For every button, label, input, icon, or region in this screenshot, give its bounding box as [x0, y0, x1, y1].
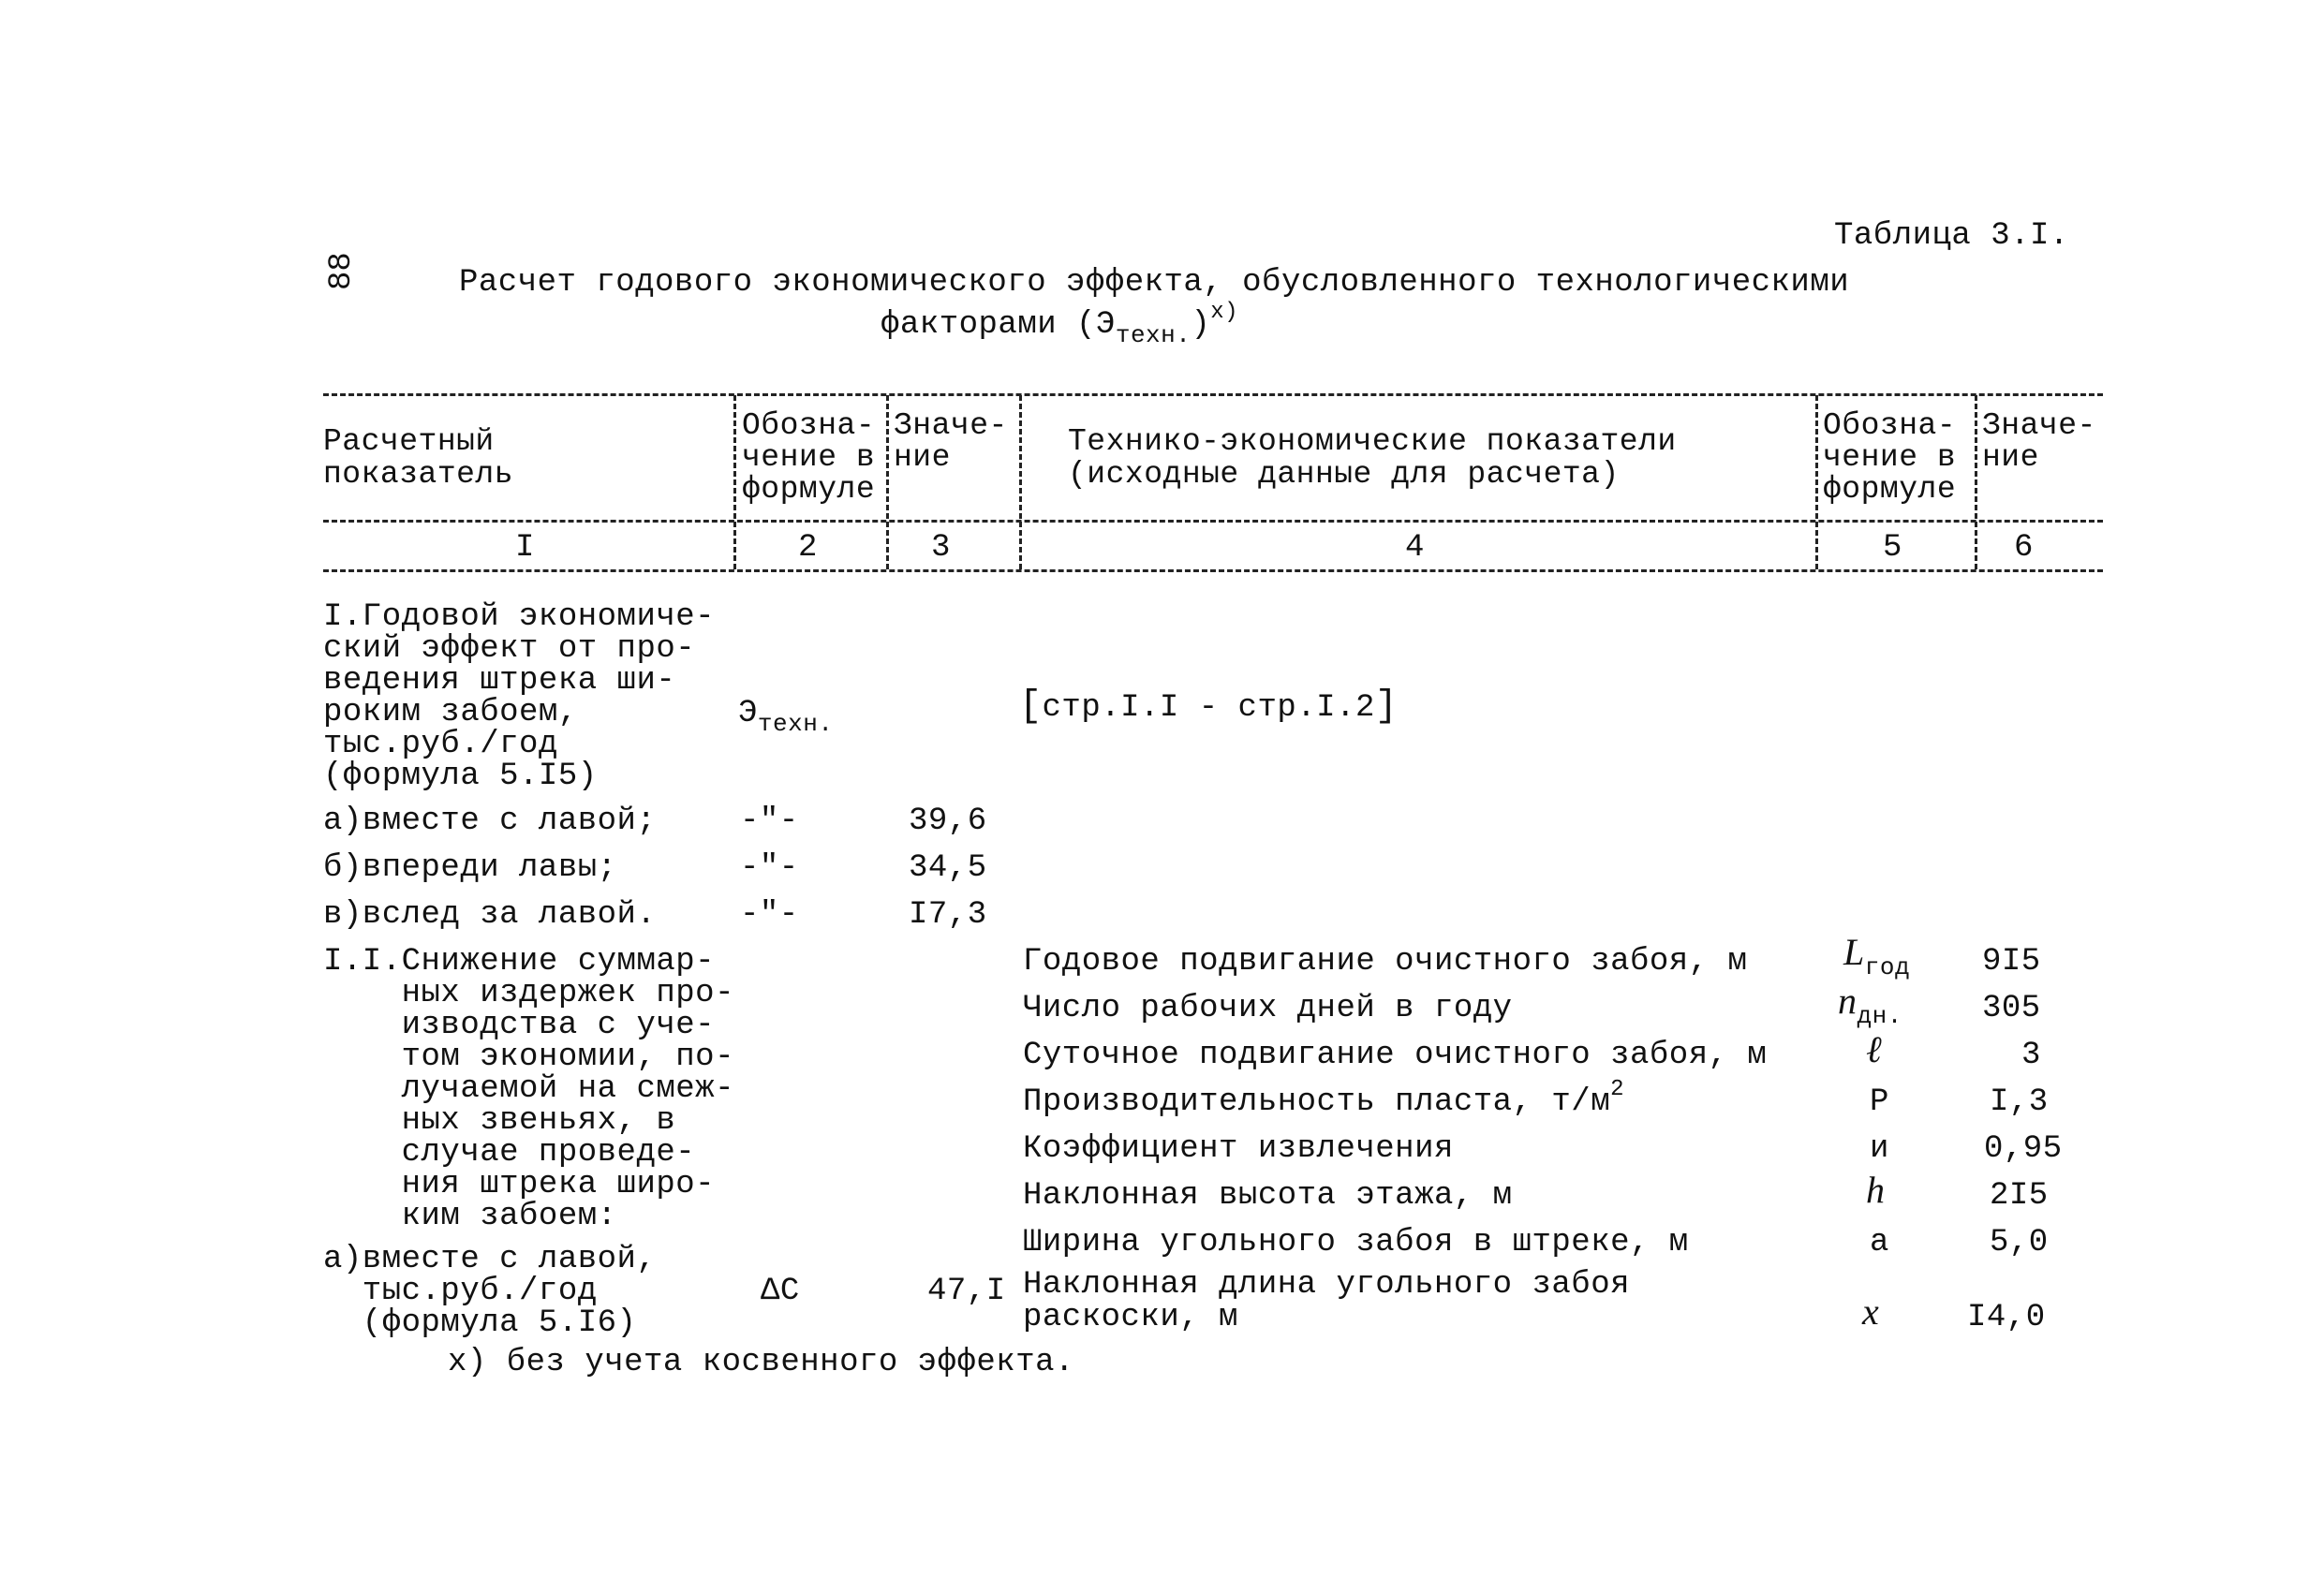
header-mid-rule: [323, 520, 2103, 523]
indicator-7-symbol: а: [1870, 1225, 1889, 1260]
col5-header-l3: формуле: [1823, 472, 1957, 507]
row1a-symbol: -"-: [740, 803, 799, 839]
indicator-3-value: 3: [2021, 1038, 2041, 1073]
row11-label-l4: том экономии, по-: [323, 1039, 734, 1075]
indicator-6-value: 2I5: [1990, 1178, 2049, 1214]
indicator-1-value: 9I5: [1982, 944, 2041, 980]
header-top-rule: [323, 393, 2103, 396]
row1-label-l1: I.Годовой экономиче-: [323, 599, 716, 635]
indicator-3-text: Суточное подвигание очистного забоя, м: [1023, 1038, 1768, 1073]
col2-header-l3: формуле: [742, 472, 876, 507]
row1b-value: 34,5: [909, 850, 987, 886]
row1a-label: а)вместе с лавой;: [323, 803, 657, 839]
indicator-8-symbol: x: [1862, 1290, 1880, 1333]
row1-label-l6: (формула 5.I5): [323, 759, 598, 794]
col4-header-l1: Технико-экономические показатели: [1068, 424, 1677, 459]
indicator-4-text: Производительность пласта, $т/м^2$: [1023, 1077, 1625, 1120]
row1-label-l3: ведения штрека ши-: [323, 663, 676, 699]
col2-header-l1: Обозна-: [742, 408, 876, 443]
row11-label-l6: ных звеньях, в: [323, 1103, 676, 1139]
col5-header-l2: чение в: [1823, 440, 1957, 475]
col-number-4: 4: [1405, 530, 1425, 566]
row1-label-l2: ский эффект от про-: [323, 631, 696, 667]
row1-label-l4: роким забоем,: [323, 695, 578, 730]
indicator-8-text-l2: раскоски, м: [1023, 1300, 1238, 1335]
col2-header-l2: чение в: [742, 440, 876, 475]
row11-label-l3: изводства с уче-: [323, 1008, 716, 1043]
col-separator-1: [733, 395, 736, 569]
row1-formula: [стр.I.I - стр.I.2]: [1019, 685, 1399, 728]
col1-header-l2: показатель: [323, 457, 514, 492]
row11-label-l2: ных издержек про-: [323, 976, 734, 1011]
col-separator-4: [1815, 395, 1818, 569]
title-line-1: Расчет годового экономического эффекта, обусловленного технологическими: [459, 265, 1850, 301]
col1-header-l1: Расчетный: [323, 424, 495, 459]
indicator-7-text: Ширина угольного забоя в штреке, м: [1023, 1225, 1689, 1260]
col-number-3: 3: [931, 530, 951, 566]
indicator-2-symbol: $n_{дн.}$: [1838, 980, 1902, 1030]
indicator-1-symbol: $L_{год}$: [1843, 931, 1911, 981]
row11a-label-l1: а)вместе с лавой,: [323, 1242, 657, 1277]
row11a-label-l3: (формула 5.I6): [323, 1305, 637, 1341]
indicator-8-text-l1: Наклонная длина угольного забоя: [1023, 1267, 1631, 1303]
col3-header-l2: ние: [894, 440, 951, 475]
row11a-value: 47,I: [927, 1274, 1006, 1309]
row1b-symbol: -"-: [740, 850, 799, 886]
title-line-2: факторами $(Э_{техн.})^{x)}$: [881, 300, 1239, 349]
col-number-5: 5: [1883, 530, 1902, 566]
indicator-2-text: Число рабочих дней в году: [1023, 991, 1513, 1026]
row1b-label: б)впереди лавы;: [323, 850, 617, 886]
col3-header-l1: Значе-: [894, 408, 1008, 443]
row11-label-l9: ким забоем:: [323, 1199, 617, 1234]
col-number-2: 2: [798, 530, 818, 566]
col-number-1: I: [515, 530, 535, 566]
indicator-4-value: I,3: [1990, 1084, 2049, 1120]
col6-header-l2: ние: [1982, 440, 2039, 475]
col-number-6: 6: [2014, 530, 2034, 566]
page-number: 88: [324, 252, 360, 290]
indicator-4-symbol: P: [1870, 1084, 1889, 1120]
indicator-6-text: Наклонная высота этажа, м: [1023, 1178, 1513, 1214]
row11a-symbol: ΔС: [761, 1274, 800, 1309]
indicator-3-symbol: ℓ: [1866, 1028, 1883, 1070]
row1c-label: в)вслед за лавой.: [323, 897, 657, 933]
indicator-7-value: 5,0: [1990, 1225, 2049, 1260]
row11-label-l5: лучаемой на смеж-: [323, 1071, 734, 1107]
row11a-label-l2: тыс.руб./год: [323, 1274, 598, 1309]
col-separator-3: [1019, 395, 1022, 569]
row1a-value: 39,6: [909, 803, 987, 839]
indicator-5-value: 0,95: [1984, 1131, 2063, 1167]
col4-header-l2: (исходные данные для расчета): [1068, 457, 1620, 492]
row11-label-l1: I.I.Снижение суммар-: [323, 944, 716, 980]
row1c-symbol: -"-: [740, 897, 799, 933]
col-separator-2: [886, 395, 889, 569]
indicator-5-text: Коэффициент извлечения: [1023, 1131, 1454, 1167]
row1-symbol: $Э_{техн.}$: [738, 696, 834, 738]
indicator-1-text: Годовое подвигание очистного забоя, м: [1023, 944, 1748, 980]
header-bottom-rule: [323, 569, 2103, 572]
col5-header-l1: Обозна-: [1823, 408, 1957, 443]
row11-label-l7: случае проведе-: [323, 1135, 696, 1171]
footnote: x) без учета косвенного эффекта.: [448, 1345, 1074, 1380]
table-label: Таблица 3.I.: [1834, 218, 2069, 254]
indicator-2-value: 305: [1982, 991, 2041, 1026]
row1c-value: I7,3: [909, 897, 987, 933]
col-separator-5: [1975, 395, 1977, 569]
row11-label-l8: ния штрека широ-: [323, 1167, 716, 1202]
col6-header-l1: Значе-: [1982, 408, 2096, 443]
row1-label-l5: тыс.руб./год: [323, 727, 558, 762]
indicator-8-value: I4,0: [1967, 1300, 2046, 1335]
indicator-6-symbol: h: [1866, 1169, 1886, 1211]
indicator-5-symbol: и: [1870, 1131, 1889, 1167]
